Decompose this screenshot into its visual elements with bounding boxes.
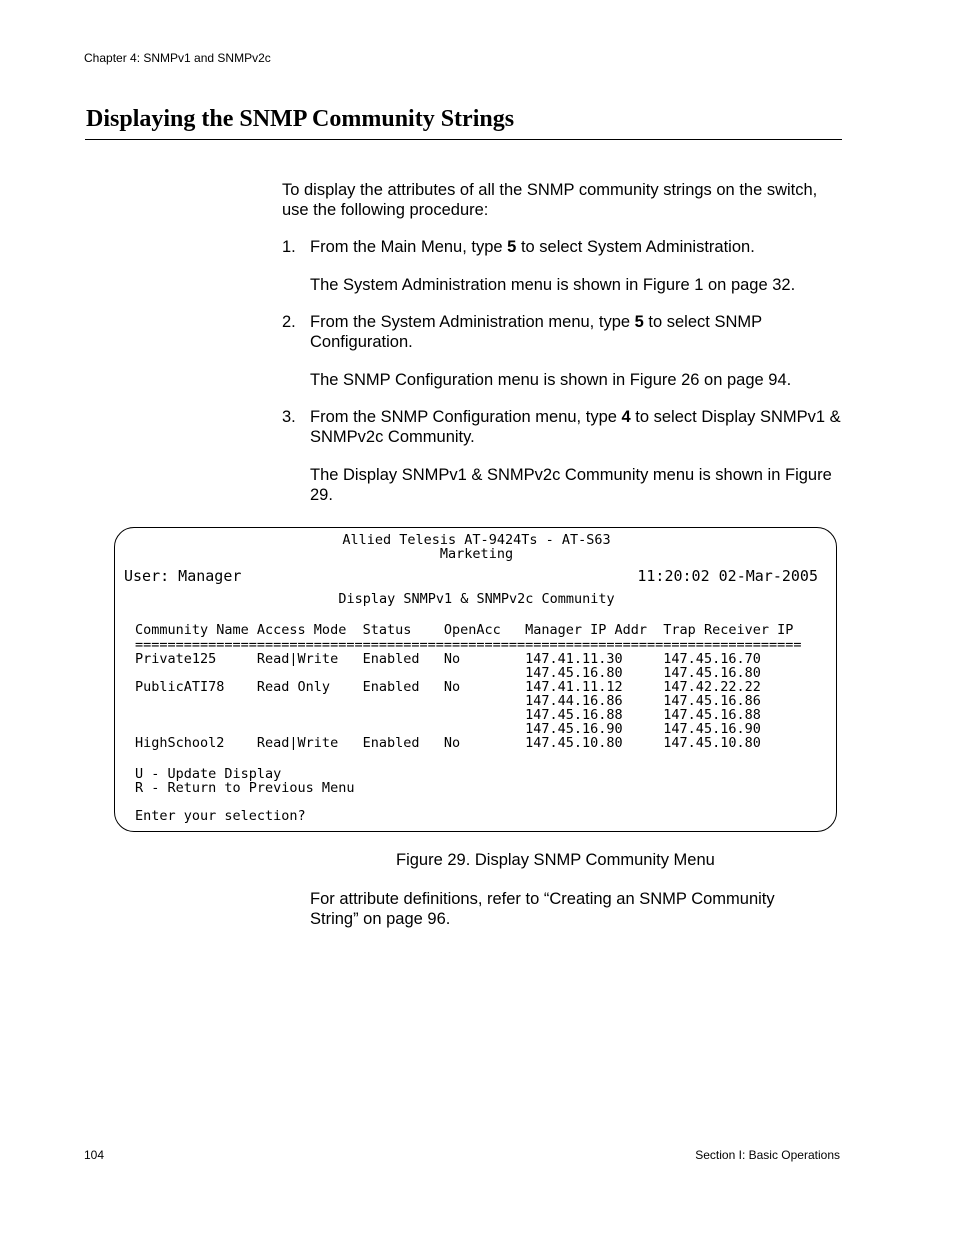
step-3-key: 4 xyxy=(621,408,631,426)
step-3-number: 3. xyxy=(282,408,296,426)
table-separator: ================================================================================== xyxy=(135,638,802,652)
terminal-screen xyxy=(114,527,837,832)
title-rule xyxy=(85,139,842,140)
step-1-number: 1. xyxy=(282,238,296,256)
step-2-number: 2. xyxy=(282,313,296,331)
menu-option-return[interactable]: R - Return to Previous Menu xyxy=(135,780,355,796)
section-title: Displaying the SNMP Community Strings xyxy=(86,106,515,132)
table-row: PublicATI78 Read Only Enabled No 147.41.11.12 147.42.22.22 xyxy=(135,680,761,694)
step-1-text: From the Main Menu, type 5 to select System Administration. xyxy=(310,238,755,256)
table-row: 147.45.16.80 147.45.16.80 xyxy=(135,666,761,680)
step-3-text: From the SNMP Configuration menu, type 4 to select Display SNMPv1 & SNMPv2c Community. xyxy=(310,408,841,446)
step-1-note: The System Administration menu is shown in Figure 1 on page 32. xyxy=(310,276,796,294)
terminal-product-line: Allied Telesis AT-9424Ts - AT-S63 xyxy=(342,532,611,548)
intro-paragraph: To display the attributes of all the SNMP community strings on the switch, use the following procedure: xyxy=(282,181,818,219)
step-2-note: The SNMP Configuration menu is shown in Figure 26 on page 94. xyxy=(310,371,792,389)
step-3-note: The Display SNMPv1 & SNMPv2c Community menu is shown in Figure 29. xyxy=(310,466,832,504)
table-row: 147.44.16.86 147.45.16.86 xyxy=(135,694,761,708)
running-header: Chapter 4: SNMPv1 and SNMPv2c xyxy=(84,51,271,65)
selection-prompt[interactable]: Enter your selection? xyxy=(135,808,306,824)
menu-option-update[interactable]: U - Update Display xyxy=(135,766,282,782)
step-2-text: From the System Administration menu, type 5 to select SNMP Configuration. xyxy=(310,313,762,351)
table-row: HighSchool2 Read|Write Enabled No 147.45.10.80 147.45.10.80 xyxy=(135,736,761,750)
terminal-datetime: 11:20:02 02-Mar-2005 xyxy=(637,567,818,585)
table-row: Private125 Read|Write Enabled No 147.41.11.30 147.45.16.70 xyxy=(135,652,761,666)
table-header: Community Name Access Mode Status OpenAcc Manager IP Addr Trap Receiver IP xyxy=(135,623,794,637)
section-footer: Section I: Basic Operations xyxy=(695,1148,840,1162)
step-2-key: 5 xyxy=(634,313,644,331)
page-number: 104 xyxy=(84,1148,105,1162)
step-1-key: 5 xyxy=(507,238,517,256)
terminal-menu-title: Display SNMPv1 & SNMPv2c Community xyxy=(338,591,615,607)
closing-paragraph: For attribute definitions, refer to “Creating an SNMP Community String” on page 96. xyxy=(310,890,775,928)
figure-caption: Figure 29. Display SNMP Community Menu xyxy=(396,851,715,869)
terminal-user: User: Manager xyxy=(124,567,242,585)
table-row: 147.45.16.90 147.45.16.90 xyxy=(135,722,761,736)
terminal-system-name: Marketing xyxy=(439,546,514,562)
table-row: 147.45.16.88 147.45.16.88 xyxy=(135,708,761,722)
